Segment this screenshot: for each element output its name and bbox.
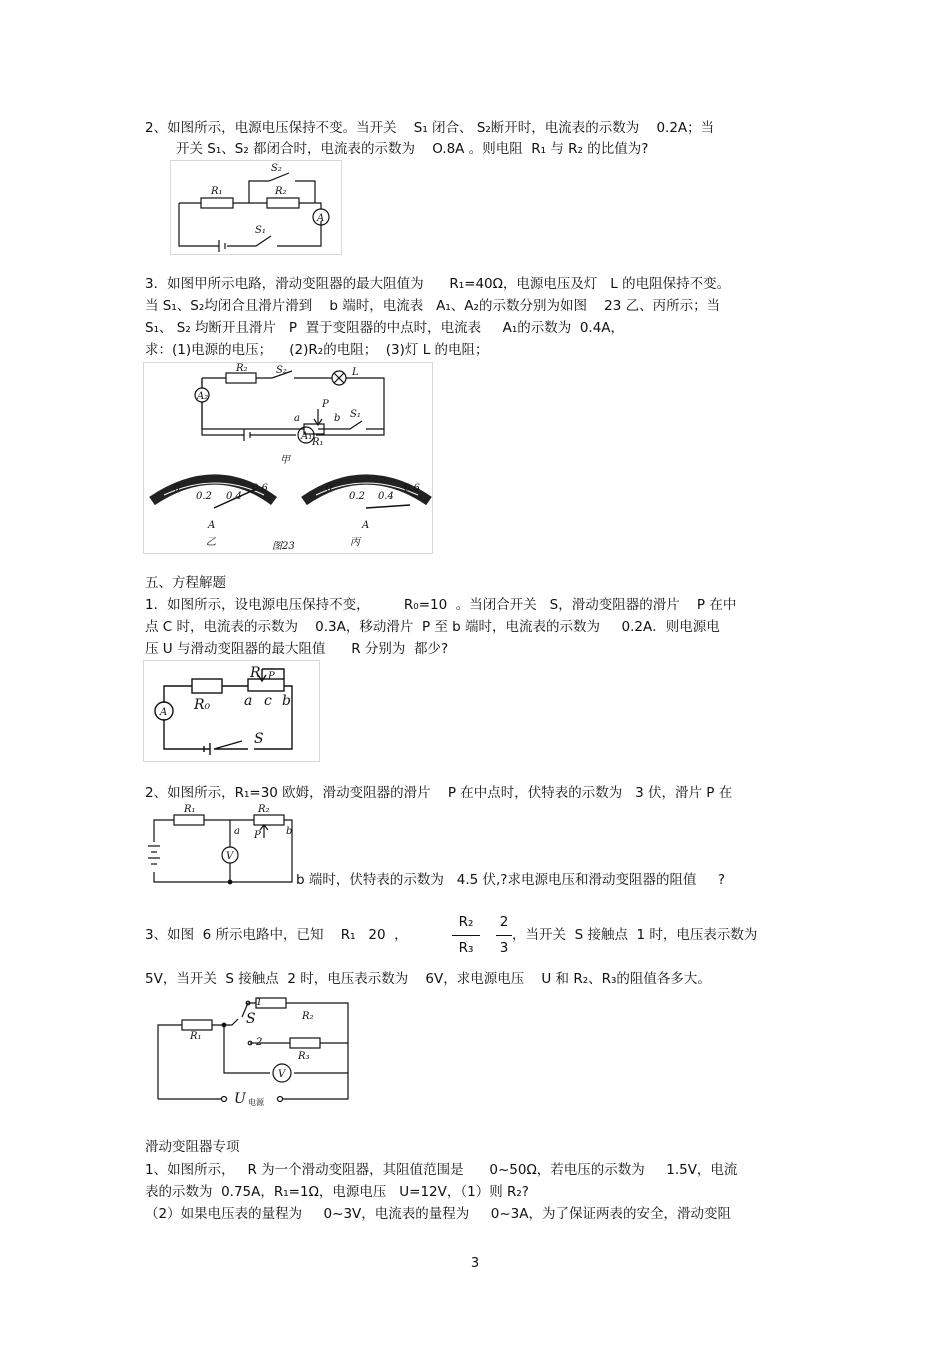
s5-p1-label-r: R <box>250 665 261 681</box>
s5-p1-label-r0: R₀ <box>194 697 211 713</box>
q3-label-a1: A₁ <box>301 431 313 442</box>
s5-p3-frac-denominator: R₃ <box>458 940 474 956</box>
q3-line-1: 3．如图甲所示电路，滑动变阻器的最大阻值为 R₁=40Ω，电源电压及灯 L 的电阻保持不变。 <box>145 276 731 292</box>
special-line-2: 表的示数为 0.75A，R₁=1Ω，电源电压 U=12V，（1）则 R₂? <box>145 1184 529 1200</box>
special-line-1: 1、如图所示， R 为一个滑动变阻器，其阻值范围是 0~50Ω，若电压的示数为 1.5V，电流 <box>145 1162 738 1178</box>
s5-p1-line-1: 1．如图所示，设电源电压保持不变， R₀=10 。当闭合开关 S，滑动变阻器的滑片 P 在中 <box>145 597 737 613</box>
s5-p3-line-1-end: ，当开关 S 接触点 1 时，电压表示数为 <box>512 927 758 943</box>
s5-p3-label-voltmeter: V <box>278 1069 286 1080</box>
s5-p1-line-2: 点 C 时，电流表的示数为 0.3A，移动滑片 P 至 b 端时，电流表的示数为 0.2A．则电源电 <box>145 619 720 635</box>
page-number: 3 <box>470 1256 480 1271</box>
q2-line-1: 2、如图所示，电源电压保持不变。当开关 S₁ 闭合、 S₂断开时，电流表的示数为 0.2A；当 <box>145 120 715 136</box>
s5-p3-frac2-denominator: 3 <box>499 940 509 956</box>
s5-p3-label-1: 1 <box>256 997 263 1008</box>
q3-line-3: S₁、 S₂ 均断开且滑片 P 置于变阻器的中点时，电流表 A₁的示数为 0.4A， <box>145 320 625 336</box>
q3-label-s1: S₁ <box>350 409 361 420</box>
s5-p3-label-r3: R₃ <box>298 1051 310 1062</box>
q2-label-s2: S₂ <box>271 163 282 174</box>
s5-p2-label-b: b <box>286 826 293 837</box>
s5-p3-label-r1: R₁ <box>190 1031 202 1042</box>
q3-meter2-unit: A <box>362 520 370 531</box>
s5-p3-circuit-diagram <box>152 995 352 1107</box>
q3-meter2-tick-02: 0.2 <box>349 491 365 502</box>
q3-meter2-tick-04: 0.4 <box>378 491 394 502</box>
s5-p2-circuit-diagram <box>146 802 296 886</box>
s5-p1-label-a: a <box>244 693 253 709</box>
q3-label-r2: R₂ <box>236 363 248 374</box>
q3-meter1-tick-06: 0.6 <box>252 483 268 494</box>
q3-meter1-tick-0: 0 <box>174 483 181 494</box>
s5-p3-label-s: S <box>246 1011 256 1027</box>
s5-p2-label-r1: R₁ <box>184 804 196 815</box>
q3-meter1-tick-04: 0.4 <box>226 491 242 502</box>
s5-p2-label-p: P <box>254 830 261 841</box>
s5-p1-label-b: b <box>282 693 291 709</box>
q3-label-r1: R₁ <box>312 437 324 448</box>
q3-label-jia: 甲 <box>280 455 290 466</box>
s5-p3-line-2: 5V，当开关 S 接触点 2 时，电压表示数为 6V，求电源电压 U 和 R₂、R₃的阻值各多大。 <box>145 971 711 987</box>
s5-p1-label-s: S <box>254 731 264 747</box>
q3-label-fig23: 图23 <box>272 541 295 552</box>
special-line-3: （2）如果电压表的量程为 0~3V，电流表的量程为 0~3A，为了保证两表的安全，滑动变阻 <box>145 1206 731 1222</box>
s5-p1-label-p: P <box>268 671 275 682</box>
q3-meter1-unit: A <box>208 520 216 531</box>
q3-label-bing: 丙 <box>350 537 360 548</box>
special-title: 滑动变阻器专项 <box>145 1139 240 1155</box>
q2-label-r2: R₂ <box>275 186 287 197</box>
q2-label-s1: S₁ <box>255 225 266 236</box>
s5-p3-fraction-r2-r3 <box>452 913 480 957</box>
q2-label-ammeter: A <box>317 213 325 224</box>
q3-meter1-tick-02: 0.2 <box>196 491 212 502</box>
s5-p2-label-voltmeter: V <box>226 851 234 862</box>
s5-p3-label-u-sub: 电源 <box>248 1098 264 1107</box>
s5-p3-label-2: 2 <box>256 1037 263 1048</box>
s5-p1-line-3: 压 U 与滑动变阻器的最大阻值 R 分别为 都少? <box>145 641 449 657</box>
q3-label-a2: A₂ <box>197 391 209 402</box>
q2-circuit-diagram <box>170 160 342 255</box>
q3-label-p: P <box>322 399 329 410</box>
q3-label-lamp: L <box>352 367 359 378</box>
q2-line-2: 开关 S₁、S₂ 都闭合时，电流表的示数为 O.8A 。则电阻 R₁ 与 R₂ 的比值为? <box>176 141 649 157</box>
q2-label-r1: R₁ <box>211 186 223 197</box>
s5-p2-label-r2: R₂ <box>258 804 270 815</box>
s5-p3-line-1-start: 3、如图 6 所示电路中，已知 R₁ 20 ， <box>145 927 408 943</box>
s5-p3-label-r2: R₂ <box>302 1011 314 1022</box>
s5-p3-label-u: U <box>234 1091 246 1107</box>
q3-meter2-tick-06: 0.6 <box>404 483 420 494</box>
s5-p2-label-a: a <box>234 826 240 837</box>
s5-p1-label-ammeter: A <box>160 707 168 718</box>
q3-label-b: b <box>334 413 341 424</box>
s5-p3-fraction-2-3 <box>496 913 512 957</box>
s5-p1-circuit-diagram <box>143 660 320 762</box>
q3-line-2: 当 S₁、S₂均闭合且滑片滑到 b 端时，电流表 A₁、A₂的示数分别为如图 23 乙、丙所示；当 <box>145 298 721 314</box>
q3-meter2-tick-0: 0 <box>326 483 333 494</box>
s5-p3-frac-numerator: R₂ <box>458 914 474 930</box>
q3-line-4: 求：(1)电源的电压； (2)R₂的电阻； (3)灯 L 的电阻； <box>145 342 489 358</box>
s5-p2-line-1: 2、如图所示，R₁=30 欧姆，滑动变阻器的滑片 P 在中点时，伏特表的示数为 3 伏，滑片 P 在 <box>145 785 733 801</box>
q3-label-a: a <box>294 413 300 424</box>
s5-p1-label-c: c <box>264 693 272 709</box>
q3-label-yi: 乙 <box>206 537 216 548</box>
q3-label-s2: S₂ <box>276 365 287 376</box>
s5-p3-frac2-numerator: 2 <box>499 914 509 930</box>
s5-p2-line-2: b 端时，伏特表的示数为 4.5 伏,?求电源电压和滑动变阻器的阻值 ? <box>296 872 726 888</box>
section5-title: 五、方程解题 <box>145 575 226 591</box>
q3-circuit-and-meters-figure <box>143 362 433 554</box>
